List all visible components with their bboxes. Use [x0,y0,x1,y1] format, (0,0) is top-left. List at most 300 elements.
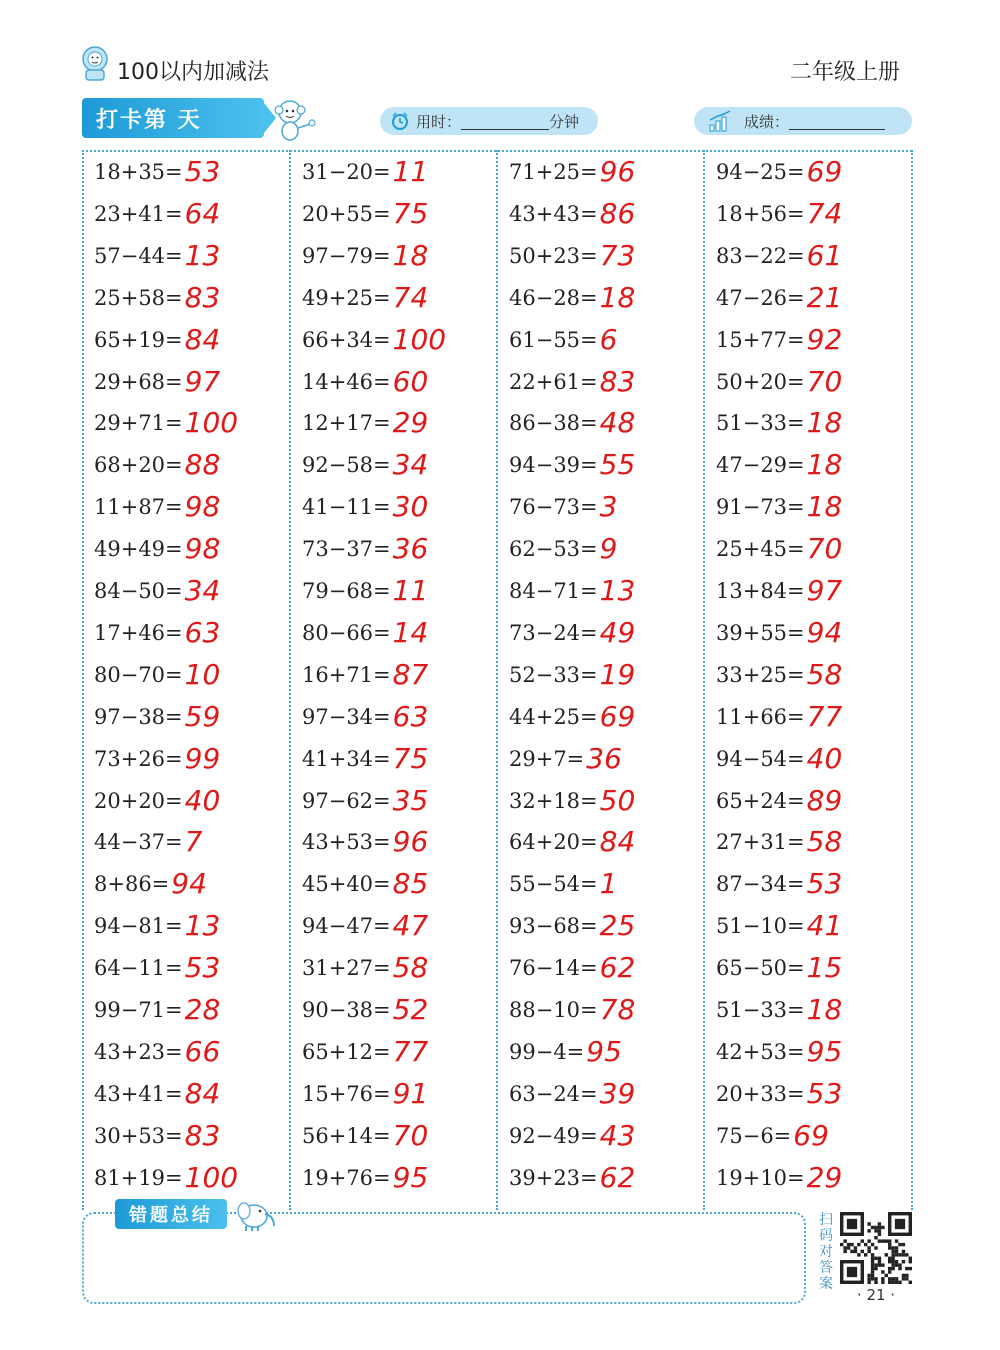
equation-expression: 56+14= [302,1123,391,1148]
equation-expression: 43+43= [509,201,598,226]
handwritten-answer: 64 [184,196,221,230]
handwritten-answer: 95 [586,1034,622,1068]
handwritten-answer: 53 [184,951,221,985]
equation-expression: 14+46= [302,369,391,394]
handwritten-answer: 74 [392,280,429,314]
handwritten-answer: 47 [392,909,429,943]
equation-row [302,1154,428,1194]
handwritten-answer: 84 [184,322,221,356]
equation-expression: 65+12= [302,1039,391,1064]
equation-row [302,358,428,398]
equation-row [509,441,635,481]
equation-expression: 39+23= [509,1165,598,1190]
equation-row [716,441,842,481]
equation-row [509,148,635,188]
equation-expression: 61−55= [509,327,598,352]
equation-row [94,399,238,439]
equation-row [509,567,635,607]
equation-expression: 91−73= [716,495,805,520]
handwritten-answer: 28 [184,993,221,1026]
equation-row [716,735,842,775]
handwritten-answer: 70 [392,1118,429,1152]
handwritten-answer: 59 [184,699,221,733]
equation-expression: 29+68= [94,369,183,394]
handwritten-answer: 30 [392,490,429,524]
equation-row [509,316,617,356]
time-field[interactable] [380,107,598,135]
equation-row [716,1112,829,1152]
handwritten-answer: 61 [806,238,843,272]
equation-row [94,190,220,230]
handwritten-answer: 36 [392,532,429,566]
handwritten-answer: 66 [184,1034,221,1068]
equation-expression: 80−70= [94,662,183,687]
equation-expression: 73−24= [509,620,598,645]
equation-row [94,232,220,272]
equation-row [716,777,842,817]
equation-row [94,818,202,858]
monkey-icon [268,94,318,142]
time-blank[interactable] [461,113,549,130]
equation-row [716,567,842,607]
equation-row [509,651,635,691]
equation-row [716,148,842,188]
handwritten-answer: 1 [599,867,618,901]
handwritten-answer: 95 [392,1160,429,1194]
handwritten-answer: 10 [184,657,221,691]
equation-expression: 65+24= [716,788,805,813]
handwritten-answer: 29 [392,406,429,440]
equation-expression: 84−71= [509,579,598,603]
equation-row [94,316,220,356]
equation-expression: 15+77= [716,327,805,352]
equation-expression: 50+23= [509,243,598,268]
equation-row [716,1070,842,1110]
handwritten-answer: 89 [806,783,843,817]
handwritten-answer: 86 [599,196,636,230]
equation-expression: 76−14= [509,956,598,981]
equation-expression: 73−37= [302,537,391,562]
equation-expression: 31−20= [302,160,391,184]
column-divider [289,150,291,1210]
equation-row [302,944,428,984]
equation-row [716,232,842,272]
equation-expression: 13+84= [716,579,805,603]
equation-expression: 18+56= [716,201,805,226]
equation-expression: 42+53= [716,1039,805,1064]
handwritten-answer: 63 [392,699,429,733]
equation-row [94,1112,220,1152]
equation-row [716,274,842,314]
handwritten-answer: 58 [806,657,843,691]
equation-row [302,483,428,523]
score-blank[interactable] [789,113,885,130]
equation-row [302,190,428,230]
equation-expression: 90−38= [302,998,391,1022]
handwritten-answer: 13 [599,574,636,607]
equation-row [716,860,842,900]
handwritten-answer: 96 [599,155,636,188]
handwritten-answer: 69 [793,1118,829,1152]
page-number: · 21 · [856,1286,896,1304]
equation-expression: 93−68= [509,914,598,939]
equation-expression: 97−62= [302,788,391,813]
equation-expression: 49+25= [302,285,391,310]
handwritten-answer: 94 [171,867,207,901]
equation-expression: 71+25= [509,160,598,184]
equation-expression: 43+41= [94,1081,183,1106]
equation-expression: 27+31= [716,830,805,855]
equation-expression: 12+17= [302,411,391,436]
equation-row [302,316,446,356]
equation-row [716,1154,842,1194]
equation-expression: 32+18= [509,788,598,813]
equation-row [94,567,220,607]
handwritten-answer: 53 [806,867,843,901]
handwritten-answer: 18 [392,238,429,272]
handwritten-answer: 100 [392,322,447,356]
equation-row [509,818,635,858]
handwritten-answer: 11 [392,574,429,607]
equation-row [302,1070,428,1110]
handwritten-answer: 96 [392,825,429,859]
equation-expression: 97−38= [94,704,183,729]
equation-row [716,944,842,984]
equation-row [509,986,635,1026]
handwritten-answer: 35 [392,783,429,817]
equation-expression: 25+45= [716,537,805,562]
equation-expression: 83−22= [716,243,805,268]
equation-expression: 39+55= [716,620,805,645]
equation-row [716,986,842,1026]
equation-expression: 8+86= [94,872,170,897]
handwritten-answer: 53 [806,1076,843,1110]
equation-row [302,986,428,1026]
equation-expression: 92−49= [509,1123,598,1148]
equation-expression: 19+10= [716,1165,805,1190]
equation-row [302,441,428,481]
handwritten-answer: 36 [586,741,622,775]
handwritten-answer: 100 [184,1160,239,1194]
handwritten-answer: 77 [806,699,843,733]
equation-row [716,693,842,733]
equation-row [716,902,842,942]
equation-expression: 99−4= [509,1039,585,1064]
mistake-summary-label: 错题总结 [115,1199,227,1229]
equation-expression: 17+46= [94,620,183,645]
equation-row [302,1112,428,1152]
equation-expression: 50+20= [716,369,805,394]
equation-row [302,525,428,565]
handwritten-answer: 40 [184,783,221,817]
equation-row [94,860,207,900]
equation-row [302,609,428,649]
equation-row [716,818,842,858]
handwritten-answer: 69 [806,155,843,188]
equation-expression: 47−26= [716,285,805,310]
equation-expression: 23+41= [94,201,183,226]
equation-row [94,986,220,1026]
equation-row [302,735,428,775]
equation-expression: 64−11= [94,956,183,981]
handwritten-answer: 9 [599,532,618,566]
handwritten-answer: 18 [806,993,843,1026]
score-label: 成绩： [744,112,790,131]
handwritten-answer: 84 [184,1076,221,1110]
equation-row [509,232,635,272]
handwritten-answer: 94 [806,615,843,649]
equation-expression: 94−54= [716,746,805,771]
equation-row [302,148,428,188]
equation-row [94,944,220,984]
equation-row [94,693,220,733]
equation-row [302,274,428,314]
equation-expression: 65−50= [716,956,805,981]
equation-expression: 15+76= [302,1081,391,1106]
equation-expression: 43+53= [302,830,391,855]
equation-expression: 45+40= [302,872,391,897]
equation-expression: 41−11= [302,495,391,520]
equation-row [509,860,617,900]
handwritten-answer: 29 [806,1160,843,1194]
equation-expression: 81+19= [94,1165,183,1190]
equation-expression: 99−71= [94,998,183,1022]
score-field[interactable] [694,107,912,135]
equation-row [716,609,842,649]
handwritten-answer: 6 [599,322,618,356]
handwritten-answer: 69 [599,699,636,733]
equation-expression: 86−38= [509,411,598,436]
equation-expression: 92−58= [302,453,391,478]
equation-expression: 44−37= [94,830,183,855]
handwritten-answer: 15 [806,951,843,985]
equation-row [94,274,220,314]
equation-expression: 88−10= [509,998,598,1022]
handwritten-answer: 19 [599,657,636,691]
equation-row [509,274,635,314]
equation-row [94,651,220,691]
handwritten-answer: 13 [184,909,221,943]
equation-row [94,358,220,398]
column-divider [911,150,913,1210]
equation-row [716,190,842,230]
equation-row [716,651,842,691]
equation-row [302,902,428,942]
handwritten-answer: 18 [599,280,636,314]
handwritten-answer: 18 [806,406,843,440]
equation-expression: 80−66= [302,620,391,645]
handwritten-answer: 98 [184,490,221,524]
scan-for-answers-text: 扫码对答案 [819,1212,833,1292]
handwritten-answer: 98 [184,532,221,566]
equation-row [94,1028,220,1068]
equation-expression: 76−73= [509,495,598,520]
equation-expression: 16+71= [302,662,391,687]
equation-row [94,609,220,649]
equation-expression: 51−33= [716,411,805,436]
handwritten-answer: 41 [806,909,843,943]
column-divider [82,150,84,1210]
handwritten-answer: 50 [599,783,636,817]
handwritten-answer: 83 [184,280,221,314]
handwritten-answer: 100 [184,406,239,440]
handwritten-answer: 39 [599,1076,636,1110]
handwritten-answer: 83 [599,364,636,398]
handwritten-answer: 87 [392,657,429,691]
handwritten-answer: 99 [184,741,221,775]
equation-row [716,399,842,439]
equation-expression: 11+87= [94,495,183,520]
rising-chart-icon [708,110,734,132]
equation-row [94,735,220,775]
handwritten-answer: 25 [599,909,636,943]
elephant-icon [230,1196,280,1232]
equation-row [94,148,220,188]
checkin-banner: 打卡第 天 [82,98,264,138]
equation-row [716,525,842,565]
equation-row [94,902,220,942]
equation-row [509,609,635,649]
handwritten-answer: 70 [806,364,843,398]
equation-row [302,567,428,607]
handwritten-answer: 13 [184,238,221,272]
handwritten-answer: 18 [806,490,843,524]
equation-expression: 29+71= [94,411,183,436]
equation-row [509,1028,622,1068]
handwritten-answer: 49 [599,615,636,649]
equation-expression: 20+33= [716,1081,805,1106]
equation-expression: 79−68= [302,579,391,603]
handwritten-answer: 14 [392,615,429,649]
equation-expression: 68+20= [94,453,183,478]
handwritten-answer: 11 [392,155,429,188]
equation-expression: 18+35= [94,160,183,184]
equation-row [94,525,220,565]
time-label: 用时： [416,112,462,131]
equation-expression: 41+34= [302,746,391,771]
equation-row [302,651,428,691]
equation-row [509,525,617,565]
handwritten-answer: 34 [184,574,221,607]
equation-expression: 64+20= [509,830,598,855]
handwritten-answer: 88 [184,448,221,482]
handwritten-answer: 55 [599,448,636,482]
equation-expression: 62−53= [509,537,598,562]
equation-expression: 46−28= [509,285,598,310]
handwritten-answer: 3 [599,490,618,524]
equation-expression: 63−24= [509,1081,598,1106]
equation-row [509,483,617,523]
handwritten-answer: 48 [599,406,636,440]
handwritten-answer: 73 [599,238,636,272]
equation-expression: 73+26= [94,746,183,771]
handwritten-answer: 84 [599,825,636,859]
column-divider [703,150,705,1210]
equation-row [94,1070,220,1110]
equation-row [509,1070,635,1110]
handwritten-answer: 91 [392,1076,429,1110]
equation-row [716,483,842,523]
book-title: 100以内加减法 [117,60,269,85]
equation-row [509,693,635,733]
handwritten-answer: 95 [806,1034,843,1068]
equation-row [302,693,428,733]
lion-mascot-icon [80,44,110,82]
equation-row [94,441,220,481]
equation-expression: 55−54= [509,872,598,897]
equation-row [94,1154,238,1194]
handwritten-answer: 18 [806,448,843,482]
equation-expression: 87−34= [716,872,805,897]
handwritten-answer: 58 [806,825,843,859]
equation-row [302,860,428,900]
handwritten-answer: 53 [184,155,221,188]
equation-row [716,316,842,356]
handwritten-answer: 58 [392,951,429,985]
equation-expression: 66+34= [302,327,391,352]
equation-row [716,1028,842,1068]
equation-row [509,1154,635,1194]
equation-expression: 51−33= [716,998,805,1022]
equation-expression: 44+25= [509,704,598,729]
equation-expression: 57−44= [94,243,183,268]
handwritten-answer: 7 [184,825,203,859]
handwritten-answer: 97 [184,364,221,398]
equation-expression: 75−6= [716,1123,792,1148]
equation-expression: 84−50= [94,579,183,603]
handwritten-answer: 52 [392,993,429,1026]
equation-expression: 25+58= [94,285,183,310]
qr-code-icon[interactable] [838,1212,914,1284]
handwritten-answer: 43 [599,1118,636,1152]
equation-row [509,1112,635,1152]
equation-expression: 19+76= [302,1165,391,1190]
equation-expression: 97−34= [302,704,391,729]
equation-row [509,735,622,775]
equation-expression: 30+53= [94,1123,183,1148]
equation-expression: 52−33= [509,662,598,687]
handwritten-answer: 62 [599,1160,636,1194]
equation-expression: 43+23= [94,1039,183,1064]
equation-expression: 94−39= [509,453,598,478]
handwritten-answer: 97 [806,574,843,607]
equation-row [302,1028,428,1068]
equation-expression: 49+49= [94,537,183,562]
alarm-clock-icon [390,111,410,131]
column-divider [496,150,498,1210]
handwritten-answer: 85 [392,867,429,901]
handwritten-answer: 92 [806,322,843,356]
equation-row [94,483,220,523]
handwritten-answer: 21 [806,280,843,314]
equation-expression: 94−81= [94,914,183,939]
handwritten-answer: 34 [392,448,429,482]
time-unit: 分钟 [549,112,580,131]
handwritten-answer: 60 [392,364,429,398]
equation-row [509,190,635,230]
handwritten-answer: 78 [599,993,636,1026]
equation-expression: 94−25= [716,160,805,184]
equation-row [716,358,842,398]
equation-row [94,777,220,817]
equation-row [302,399,428,439]
equation-row [302,818,428,858]
equation-expression: 94−47= [302,914,391,939]
equation-expression: 22+61= [509,369,598,394]
equation-expression: 20+55= [302,201,391,226]
equation-row [509,902,635,942]
handwritten-answer: 83 [184,1118,221,1152]
